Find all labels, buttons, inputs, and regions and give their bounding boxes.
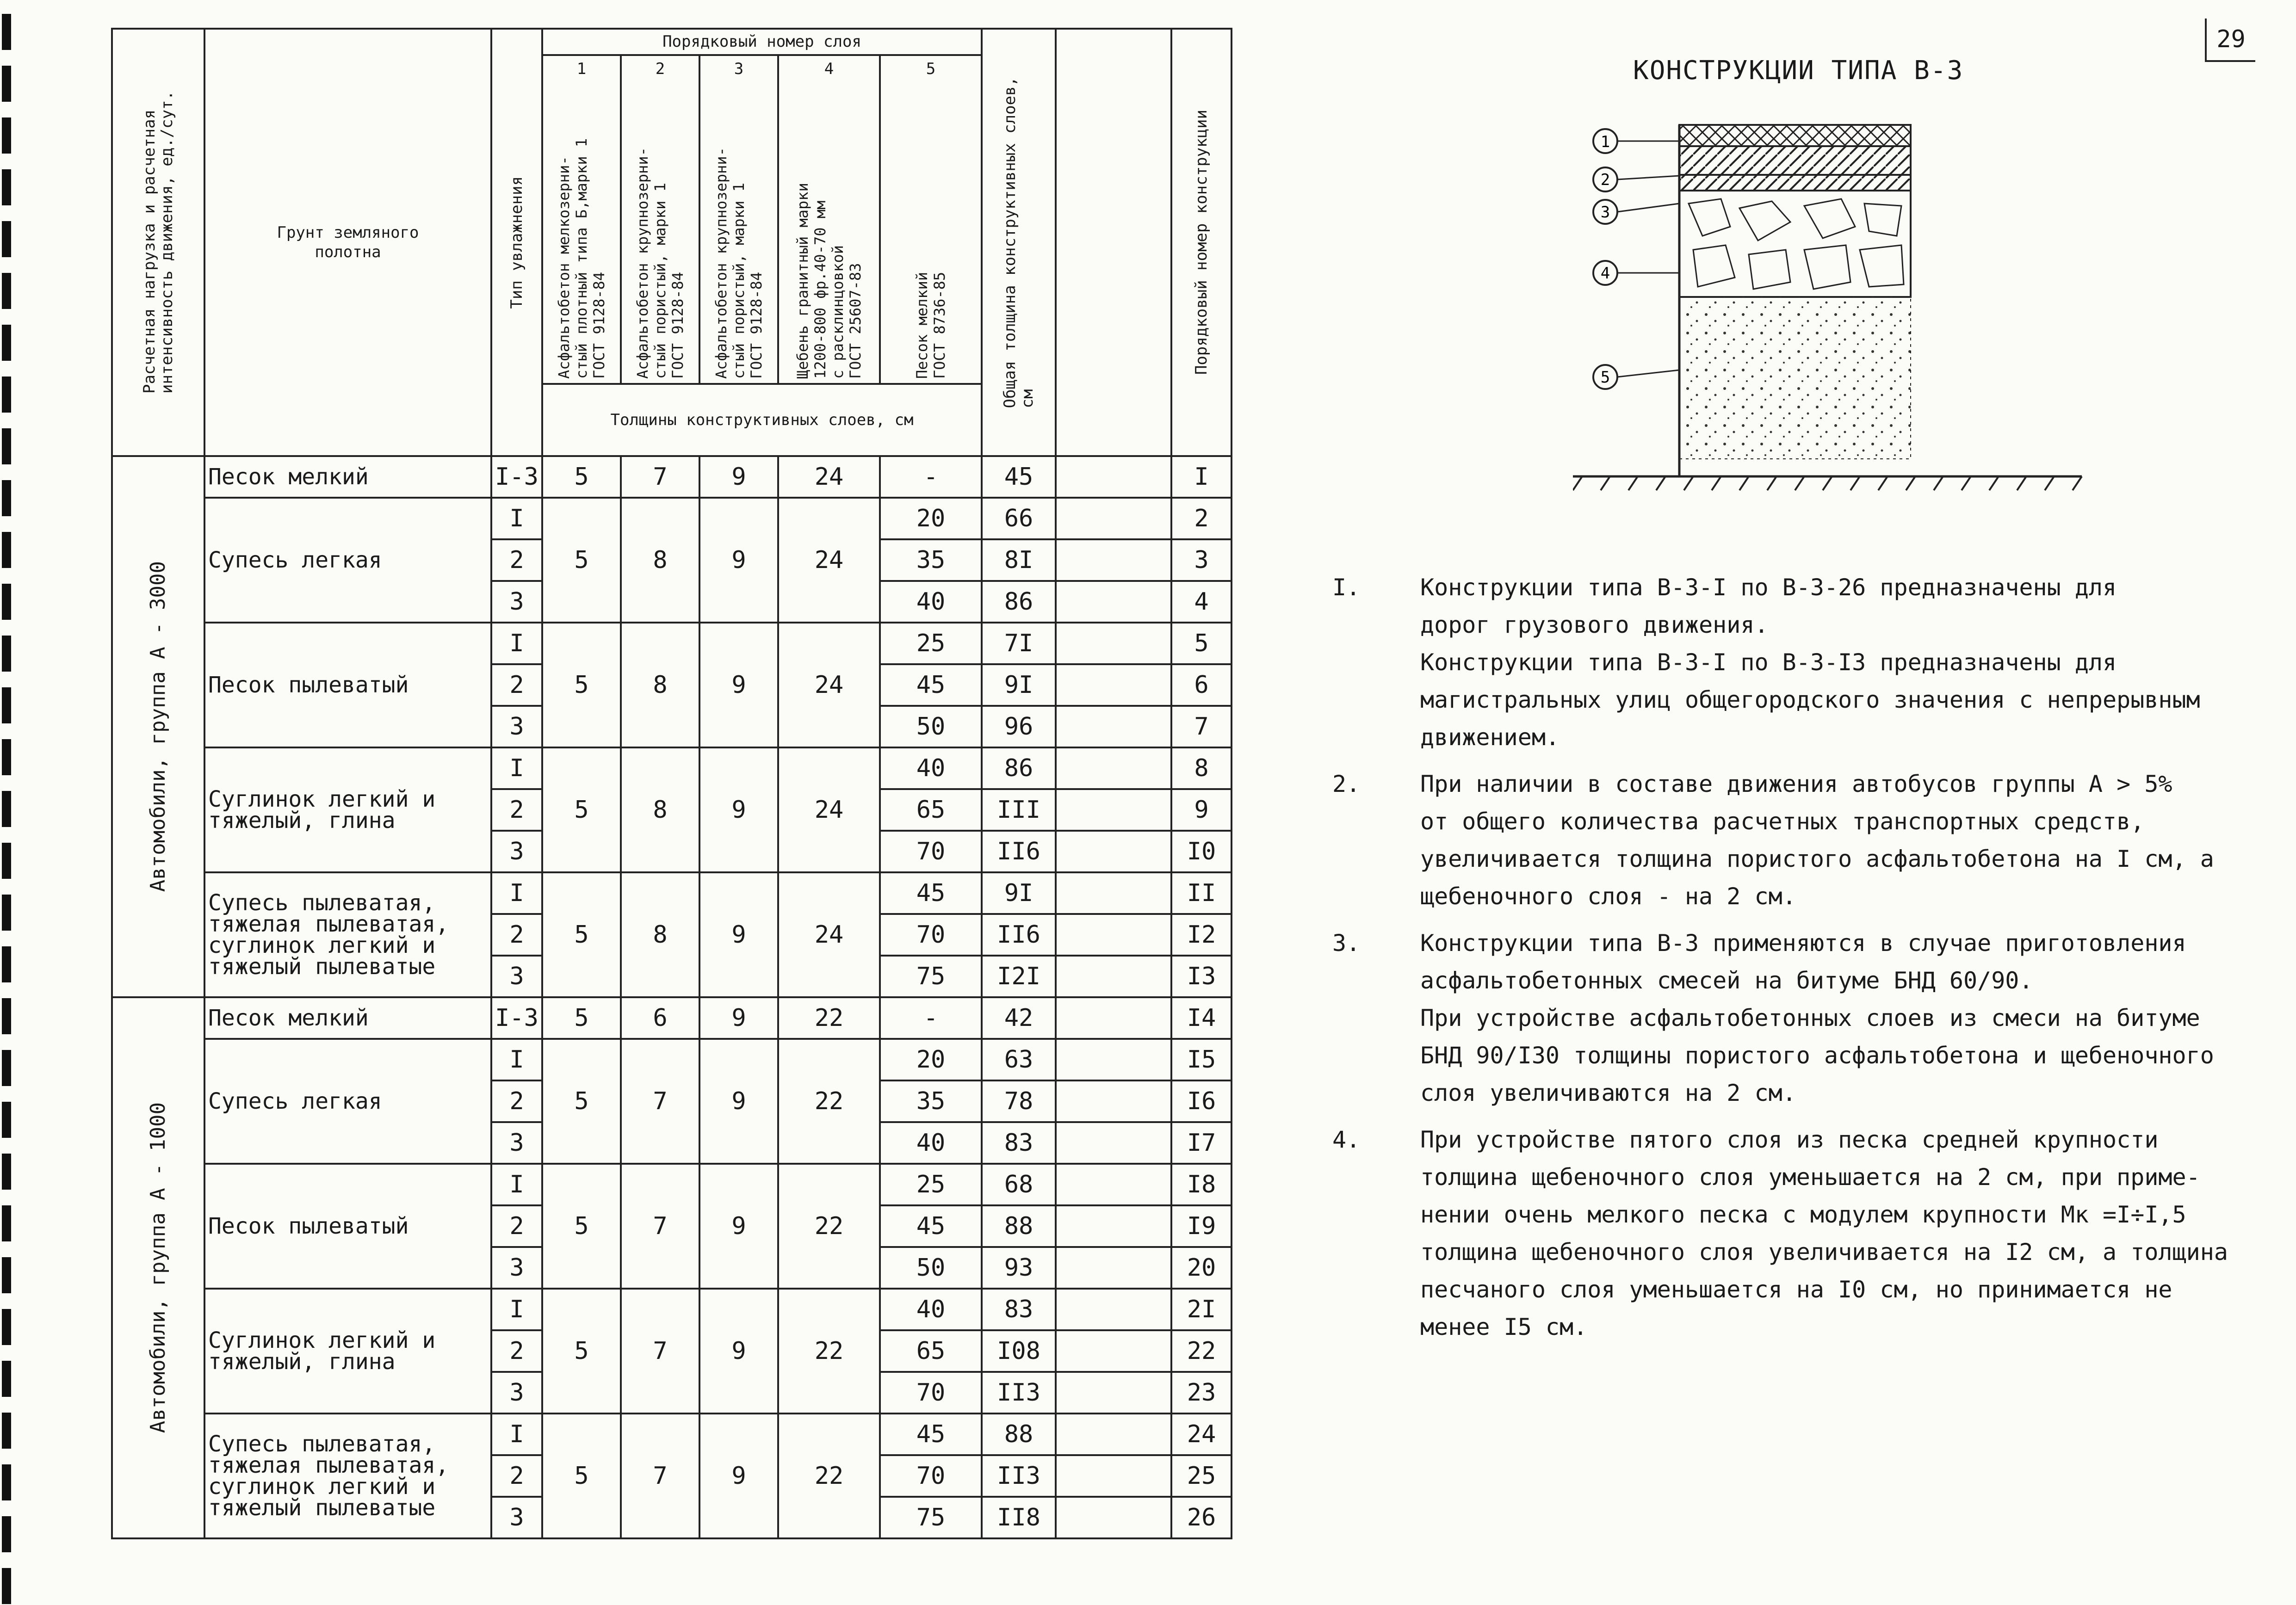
moisture-type: I	[491, 1164, 542, 1205]
layer-3-thickness: 9	[699, 623, 778, 747]
total-thickness: I08	[982, 1330, 1056, 1372]
layer-5-thickness: 65	[880, 789, 982, 831]
blank-cell	[1056, 1205, 1171, 1247]
binding-hole	[2, 273, 11, 309]
group-label-cell	[112, 456, 204, 997]
layer-2-thickness: 8	[621, 623, 699, 747]
layer-2-thickness: 8	[621, 747, 699, 872]
total-thickness: 45	[982, 456, 1056, 498]
layer-3-thickness: 9	[699, 872, 778, 997]
leader-2	[1593, 167, 1679, 191]
layer-3-thickness: 9	[699, 1289, 778, 1414]
binding-hole	[2, 1516, 11, 1552]
construction-number: I6	[1171, 1080, 1232, 1122]
binding-hole	[2, 117, 11, 154]
note-2	[1332, 765, 2258, 915]
soil-name: Песок мелкий	[204, 997, 491, 1039]
blank-cell	[1056, 1247, 1171, 1289]
soil-name: Песок мелкий	[204, 456, 491, 498]
layer-5-thickness: 65	[880, 1330, 982, 1372]
layer-4-shape	[1679, 191, 1911, 297]
moisture-type: 3	[491, 956, 542, 997]
blank-cell	[1056, 1330, 1171, 1372]
binding-hole	[2, 1309, 11, 1345]
binding-hole	[2, 687, 11, 723]
note-4	[1332, 1121, 2258, 1346]
blank-cell	[1056, 1080, 1171, 1122]
binding-hole	[2, 325, 11, 361]
layer-3-thickness: 9	[699, 498, 778, 623]
moisture-type: 3	[491, 1372, 542, 1414]
leader-4	[1593, 261, 1679, 285]
layer-1-thickness: 5	[542, 456, 621, 498]
header-material-2: 2 Асфальтобетон крупнозерни- стый пористый, марки 1 ГОСТ 9128-84	[621, 55, 699, 384]
layer-2-thickness: 7	[621, 1164, 699, 1289]
blank-cell	[1056, 539, 1171, 581]
group-label-cell	[112, 997, 204, 1538]
binding-holes	[0, 0, 28, 1605]
layer-5-thickness: 20	[880, 1039, 982, 1080]
total-thickness: 86	[982, 747, 1056, 789]
layer-2-thickness: 6	[621, 997, 699, 1039]
moisture-type: 3	[491, 831, 542, 872]
label-1: 1	[1600, 133, 1610, 151]
total-thickness: 83	[982, 1122, 1056, 1164]
construction-number: I	[1171, 456, 1232, 498]
moisture-type: 2	[491, 664, 542, 706]
moisture-type: 3	[491, 1247, 542, 1289]
blank-cell	[1056, 498, 1171, 539]
header-order: Порядковый номер конструкции	[1171, 29, 1232, 456]
construction-number: 24	[1171, 1414, 1232, 1455]
layer-1-thickness: 5	[542, 498, 621, 623]
binding-hole	[2, 66, 11, 102]
binding-hole	[2, 221, 11, 257]
layer-3-thickness: 9	[699, 456, 778, 498]
total-thickness: II6	[982, 831, 1056, 872]
moisture-type: I-3	[491, 997, 542, 1039]
soil-name: Супесь пылеватая, тяжелая пылеватая, суглинок легкий и тяжелый пылеватые	[204, 1414, 491, 1538]
blank-cell	[1056, 997, 1171, 1039]
construction-number: I7	[1171, 1122, 1232, 1164]
moisture-type: I-3	[491, 456, 542, 498]
moisture-type: 3	[491, 1497, 542, 1538]
note-number: 3.	[1332, 930, 1361, 957]
label-2: 2	[1600, 171, 1610, 189]
total-thickness: 63	[982, 1039, 1056, 1080]
table-row	[112, 872, 1232, 914]
header-material-4: 4 Щебень гранитный марки 1200-800 фр.40-70 мм с расклинцовкой ГОСТ 25607-83	[778, 55, 880, 384]
table-row	[112, 623, 1232, 664]
construction-number: 22	[1171, 1330, 1232, 1372]
blank-cell	[1056, 1455, 1171, 1497]
moisture-type: I	[491, 623, 542, 664]
binding-hole	[2, 636, 11, 672]
table-row	[112, 1039, 1232, 1080]
layer-4-thickness: 24	[778, 498, 880, 623]
construction-number: 6	[1171, 664, 1232, 706]
total-thickness: 42	[982, 997, 1056, 1039]
layer-4-thickness: 22	[778, 1164, 880, 1289]
moisture-type: 2	[491, 789, 542, 831]
layer-5-thickness: 25	[880, 1164, 982, 1205]
layer-2-thickness: 7	[621, 456, 699, 498]
binding-hole	[2, 1102, 11, 1138]
layer-1-thickness: 5	[542, 872, 621, 997]
moisture-type: I	[491, 872, 542, 914]
note-number: I.	[1332, 574, 1361, 601]
header-total: Общая толщина конструктивных слоев, см	[982, 29, 1056, 456]
blank-cell	[1056, 456, 1171, 498]
header-thickness: Толщины конструктивных слоев, см	[542, 384, 982, 456]
layer-4-thickness: 24	[778, 747, 880, 872]
construction-number: 2I	[1171, 1289, 1232, 1330]
layer-4-thickness: 22	[778, 1414, 880, 1538]
layer-5-thickness: 75	[880, 1497, 982, 1538]
layer-3-shape	[1679, 175, 1911, 191]
table-row	[112, 1414, 1232, 1455]
total-thickness: 7I	[982, 623, 1056, 664]
binding-hole	[2, 1464, 11, 1500]
blank-cell	[1056, 831, 1171, 872]
layer-3-thickness: 9	[699, 1039, 778, 1164]
construction-number: 5	[1171, 623, 1232, 664]
layer-2-thickness: 8	[621, 498, 699, 623]
construction-number: 8	[1171, 747, 1232, 789]
construction-number: I2	[1171, 914, 1232, 956]
binding-hole	[2, 377, 11, 413]
layer-5-thickness: 40	[880, 581, 982, 623]
group-label: Автомобили, группа А - 1000	[146, 1102, 170, 1433]
construction-number: I0	[1171, 831, 1232, 872]
header-soil: Грунт земляного полотна	[204, 29, 491, 456]
header-material-3: 3 Асфальтобетон крупнозерни- стый пористый, марки 1 ГОСТ 9128-84	[699, 55, 778, 384]
layer-5-thickness: -	[880, 456, 982, 498]
note-3	[1332, 925, 2258, 1112]
layer-5-thickness: 50	[880, 1247, 982, 1289]
note-number: 2.	[1332, 771, 1361, 797]
layer-5-thickness: 70	[880, 831, 982, 872]
note-text: Конструкции типа В-3 применяются в случае приготовления асфальтобетонных смесей на битуме БНД 60/90. При устройстве асфальтобетонных слоев из смеси на битуме БНД 90/I30 толщины пористого асфальтобетона и щебеночного слоя увеличиваются на 2 см.	[1420, 930, 2214, 1106]
table-row	[112, 747, 1232, 789]
header-material-1: 1 Асфальтобетон мелкозерни- стый плотный типа Б,марки 1 ГОСТ 9128-84	[542, 55, 621, 384]
total-thickness: II3	[982, 1372, 1056, 1414]
total-thickness: 78	[982, 1080, 1056, 1122]
soil-name: Супесь пылеватая, тяжелая пылеватая, суглинок легкий и тяжелый пылеватые	[204, 872, 491, 997]
binding-hole	[2, 1413, 11, 1449]
page-number: 29	[2205, 19, 2255, 62]
construction-number: I3	[1171, 956, 1232, 997]
layer-5-thickness: 70	[880, 1372, 982, 1414]
moisture-type: 2	[491, 1455, 542, 1497]
blank-cell	[1056, 1039, 1171, 1080]
note-1	[1332, 569, 2258, 756]
leader-5	[1593, 365, 1679, 389]
table-row	[112, 1289, 1232, 1330]
table-row	[112, 498, 1232, 539]
binding-hole	[2, 584, 11, 620]
construction-table	[111, 28, 1232, 1539]
notes	[1332, 569, 2258, 1355]
layer-5-thickness: 40	[880, 747, 982, 789]
moisture-type: 3	[491, 1122, 542, 1164]
binding-hole	[2, 1568, 11, 1604]
layer-1-shape	[1679, 125, 1911, 146]
binding-hole	[2, 14, 11, 50]
moisture-type: 2	[491, 539, 542, 581]
total-thickness: II3	[982, 1455, 1056, 1497]
binding-hole	[2, 1361, 11, 1397]
total-thickness: 88	[982, 1414, 1056, 1455]
table-row	[112, 1164, 1232, 1205]
layer-5-thickness: 45	[880, 664, 982, 706]
layer-1-thickness: 5	[542, 997, 621, 1039]
layer-1-thickness: 5	[542, 623, 621, 747]
moisture-type: 3	[491, 581, 542, 623]
layer-2-thickness: 7	[621, 1039, 699, 1164]
total-thickness: 8I	[982, 539, 1056, 581]
binding-hole	[2, 480, 11, 516]
construction-number: 25	[1171, 1455, 1232, 1497]
layer-1-thickness: 5	[542, 1289, 621, 1414]
layer-4-thickness: 22	[778, 1289, 880, 1414]
layer-5-thickness: 50	[880, 706, 982, 747]
construction-number: 7	[1171, 706, 1232, 747]
total-thickness: 88	[982, 1205, 1056, 1247]
moisture-type: 2	[491, 1330, 542, 1372]
label-3: 3	[1600, 203, 1610, 222]
construction-number: 4	[1171, 581, 1232, 623]
table-row	[112, 997, 1232, 1039]
layer-5-thickness: -	[880, 997, 982, 1039]
layer-2-thickness: 7	[621, 1414, 699, 1538]
blank-cell	[1056, 872, 1171, 914]
binding-hole	[2, 843, 11, 879]
blank-cell	[1056, 1289, 1171, 1330]
total-thickness: 68	[982, 1164, 1056, 1205]
layer-4-thickness: 24	[778, 456, 880, 498]
soil-name: Суглинок легкий и тяжелый, глина	[204, 747, 491, 872]
binding-hole	[2, 1205, 11, 1241]
layer-2-thickness: 7	[621, 1289, 699, 1414]
layer-3-thickness: 9	[699, 747, 778, 872]
binding-hole	[2, 946, 11, 982]
soil-name: Песок пылеватый	[204, 1164, 491, 1289]
layer-5-shape	[1679, 297, 1911, 459]
layer-3-thickness: 9	[699, 1164, 778, 1289]
total-thickness: 9I	[982, 872, 1056, 914]
layer-4-thickness: 24	[778, 623, 880, 747]
construction-number: I4	[1171, 997, 1232, 1039]
total-thickness: 83	[982, 1289, 1056, 1330]
layer-5-thickness: 45	[880, 872, 982, 914]
total-thickness: III	[982, 789, 1056, 831]
total-thickness: 96	[982, 706, 1056, 747]
blank-cell	[1056, 747, 1171, 789]
header-moisture: Тип увлажнения	[491, 29, 542, 456]
total-thickness: II6	[982, 914, 1056, 956]
binding-hole	[2, 1050, 11, 1086]
leader-1	[1593, 129, 1679, 153]
header-material-5: 5 Песок мелкий ГОСТ 8736-85	[880, 55, 982, 384]
moisture-type: 2	[491, 1080, 542, 1122]
binding-hole	[2, 169, 11, 205]
moisture-type: I	[491, 498, 542, 539]
blank-cell	[1056, 914, 1171, 956]
total-thickness: II8	[982, 1497, 1056, 1538]
layer-2-shape	[1679, 146, 1911, 175]
construction-number: 20	[1171, 1247, 1232, 1289]
moisture-type: 2	[491, 1205, 542, 1247]
blank-cell	[1056, 1372, 1171, 1414]
soil-name: Супесь легкая	[204, 498, 491, 623]
blank-cell	[1056, 956, 1171, 997]
blank-cell	[1056, 1414, 1171, 1455]
total-thickness: I2I	[982, 956, 1056, 997]
total-thickness: 93	[982, 1247, 1056, 1289]
layer-3-thickness: 9	[699, 997, 778, 1039]
construction-number: 26	[1171, 1497, 1232, 1538]
binding-hole	[2, 428, 11, 464]
layer-5-thickness: 20	[880, 498, 982, 539]
binding-hole	[2, 532, 11, 568]
layer-3-thickness: 9	[699, 1414, 778, 1538]
layer-5-thickness: 35	[880, 539, 982, 581]
layer-5-thickness: 70	[880, 914, 982, 956]
blank-cell	[1056, 706, 1171, 747]
binding-hole	[2, 1257, 11, 1293]
blank-cell	[1056, 1164, 1171, 1205]
binding-hole	[2, 739, 11, 775]
construction-number: II	[1171, 872, 1232, 914]
total-thickness: 86	[982, 581, 1056, 623]
construction-number: I5	[1171, 1039, 1232, 1080]
layer-4-thickness: 24	[778, 872, 880, 997]
drawing-title: КОНСТРУКЦИИ ТИПА В-3	[1633, 56, 1964, 86]
note-text: Конструкции типа В-3-I по В-3-26 предназначены для дорог грузового движения. Конструкции типа В-3-I по В-3-I3 предназначены для магистральных улиц общегородского значения с непрерывным движением.	[1420, 574, 2200, 751]
header-blank	[1056, 29, 1171, 456]
layer-5-thickness: 40	[880, 1289, 982, 1330]
layer-1-thickness: 5	[542, 1414, 621, 1538]
blank-cell	[1056, 1122, 1171, 1164]
moisture-type: I	[491, 1414, 542, 1455]
moisture-type: I	[491, 747, 542, 789]
soil-name: Супесь легкая	[204, 1039, 491, 1164]
layer-5-thickness: 35	[880, 1080, 982, 1122]
layer-2-thickness: 8	[621, 872, 699, 997]
blank-cell	[1056, 664, 1171, 706]
binding-hole	[2, 895, 11, 931]
moisture-type: I	[491, 1289, 542, 1330]
header-load: Расчетная нагрузка и расчетная интенсивность движения, ед./сут.	[112, 29, 204, 456]
layer-4-thickness: 22	[778, 1039, 880, 1164]
table-body	[112, 456, 1232, 1538]
total-thickness: 9I	[982, 664, 1056, 706]
table-row	[112, 456, 1232, 498]
layer-4-thickness: 22	[778, 997, 880, 1039]
construction-number: 2	[1171, 498, 1232, 539]
leader-3	[1593, 200, 1679, 224]
layer-5-thickness: 75	[880, 956, 982, 997]
soil-name: Песок пылеватый	[204, 623, 491, 747]
binding-hole	[2, 1154, 11, 1190]
group-label: Автомобили, группа А - 3000	[146, 561, 170, 892]
layer-1-thickness: 5	[542, 1164, 621, 1289]
binding-hole	[2, 998, 11, 1034]
layer-1-thickness: 5	[542, 1039, 621, 1164]
soil-name: Суглинок легкий и тяжелый, глина	[204, 1289, 491, 1414]
construction-number: I9	[1171, 1205, 1232, 1247]
construction-number: I8	[1171, 1164, 1232, 1205]
note-text: При наличии в составе движения автобусов группы А > 5% от общего количества расчетных транспортных средств, увеличивается толщина пористого асфальтобетона на I см, а щебеночного слоя - на 2 см.	[1420, 771, 2214, 910]
blank-cell	[1056, 581, 1171, 623]
pavement-section-drawing	[1573, 106, 2128, 523]
layer-5-thickness: 45	[880, 1414, 982, 1455]
total-thickness: 66	[982, 498, 1056, 539]
moisture-type: 2	[491, 914, 542, 956]
note-text: При устройстве пятого слоя из песка средней крупности толщина щебеночного слоя уменьшается на 2 см, при приме- нении очень мелкого песка с модулем крупности Мк =I÷I,5 толщина щебеночного слоя увеличивается на I2 см, а толщина песчаного слоя уменьшается на I0 см, но принимается не менее I5 см.	[1420, 1126, 2228, 1340]
layer-5-thickness: 40	[880, 1122, 982, 1164]
moisture-type: I	[491, 1039, 542, 1080]
layer-1-thickness: 5	[542, 747, 621, 872]
construction-number: 3	[1171, 539, 1232, 581]
construction-number: 9	[1171, 789, 1232, 831]
layer-5-thickness: 45	[880, 1205, 982, 1247]
label-5: 5	[1600, 368, 1610, 387]
header-layer-order: Порядковый номер слоя	[542, 29, 982, 55]
construction-number: 23	[1171, 1372, 1232, 1414]
layer-5-thickness: 70	[880, 1455, 982, 1497]
blank-cell	[1056, 623, 1171, 664]
moisture-type: 3	[491, 706, 542, 747]
label-4: 4	[1600, 264, 1610, 283]
binding-hole	[2, 791, 11, 827]
blank-cell	[1056, 789, 1171, 831]
layer-5-thickness: 25	[880, 623, 982, 664]
note-number: 4.	[1332, 1126, 1361, 1153]
blank-cell	[1056, 1497, 1171, 1538]
